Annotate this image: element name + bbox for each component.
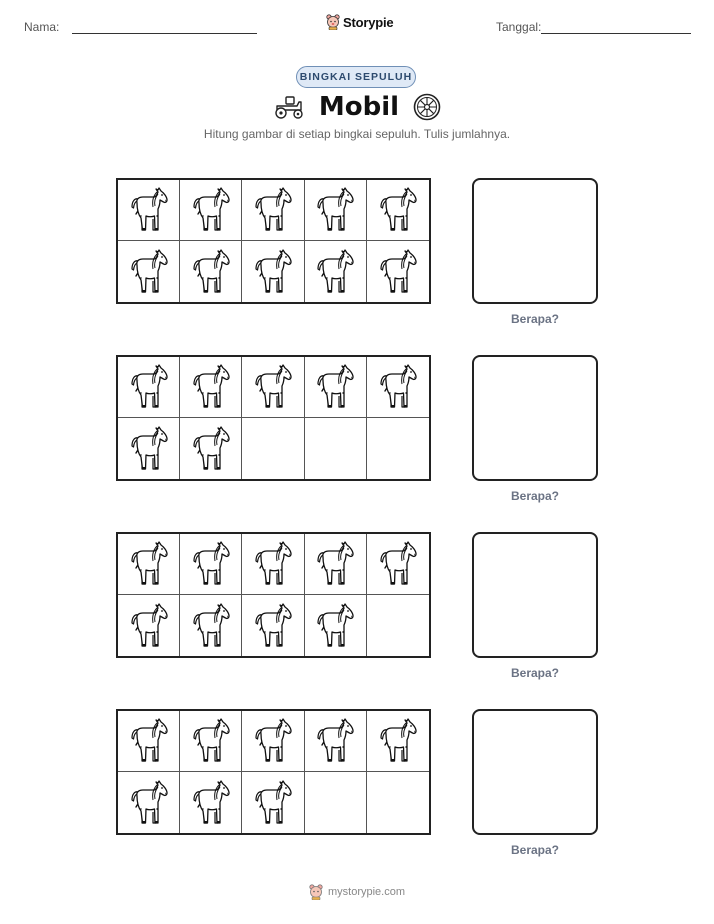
- ten-frame-1: [116, 178, 431, 304]
- frame-cell: [118, 180, 180, 241]
- frame-cell: [180, 418, 242, 479]
- horse-icon: [313, 249, 357, 295]
- frame-cell: [118, 711, 180, 772]
- horse-icon: [189, 187, 233, 233]
- name-field[interactable]: [72, 33, 257, 34]
- frame-cell: [242, 357, 304, 418]
- frame-cell: [367, 241, 429, 302]
- horse-icon: [127, 187, 171, 233]
- horse-icon: [189, 364, 233, 410]
- frame-cell: [305, 772, 367, 833]
- frame-cell: [242, 534, 304, 595]
- horse-icon: [376, 187, 420, 233]
- frame-cell: [367, 595, 429, 656]
- frame-cell: [367, 711, 429, 772]
- frame-cell: [118, 534, 180, 595]
- question-label-1: Berapa?: [510, 312, 560, 326]
- frame-cell: [180, 180, 242, 241]
- frame-cell: [242, 180, 304, 241]
- frame-cell: [305, 241, 367, 302]
- horse-icon: [251, 603, 295, 649]
- frame-cell: [305, 180, 367, 241]
- horse-icon: [189, 426, 233, 472]
- horse-icon: [127, 718, 171, 764]
- horse-icon: [251, 718, 295, 764]
- frame-cell: [180, 241, 242, 302]
- horse-icon: [251, 187, 295, 233]
- horse-icon: [313, 603, 357, 649]
- footer-url: mystorypie.com: [327, 886, 406, 898]
- title-row: [0, 92, 714, 122]
- horse-icon: [127, 364, 171, 410]
- horse-icon: [376, 541, 420, 587]
- answer-box-2[interactable]: [472, 355, 598, 481]
- answer-box-4[interactable]: [472, 709, 598, 835]
- frame-cell: [305, 418, 367, 479]
- frame-cell: [118, 357, 180, 418]
- horse-icon: [376, 249, 420, 295]
- horse-icon: [376, 364, 420, 410]
- frame-cell: [305, 595, 367, 656]
- worksheet-type-badge: BINGKAI SEPULUH: [296, 66, 416, 88]
- horse-icon: [189, 718, 233, 764]
- frame-cell: [367, 772, 429, 833]
- frame-cell: [118, 772, 180, 833]
- horse-icon: [127, 249, 171, 295]
- footer: [0, 884, 714, 900]
- frame-cell: [180, 534, 242, 595]
- frame-cell: [118, 241, 180, 302]
- horse-icon: [251, 249, 295, 295]
- storypie-mascot-icon: [326, 14, 340, 30]
- horse-icon: [251, 780, 295, 826]
- question-label-4: Berapa?: [510, 843, 560, 857]
- brand-logo: Storypie: [326, 14, 393, 30]
- frame-cell: [180, 357, 242, 418]
- horse-icon: [313, 187, 357, 233]
- frame-cell: [242, 711, 304, 772]
- frame-cell: [180, 772, 242, 833]
- horse-icon: [189, 249, 233, 295]
- frame-cell: [180, 711, 242, 772]
- date-label: Tanggal:: [496, 20, 542, 34]
- ten-frame-2: [116, 355, 431, 481]
- horse-icon: [127, 603, 171, 649]
- question-label-2: Berapa?: [510, 489, 560, 503]
- frame-cell: [367, 180, 429, 241]
- horse-icon: [127, 780, 171, 826]
- answer-box-1[interactable]: [472, 178, 598, 304]
- ten-frame-3: [116, 532, 431, 658]
- instructions: Hitung gambar di setiap bingkai sepuluh. Tulis jumlahnya.: [203, 127, 511, 141]
- wheel-icon: [413, 93, 441, 121]
- frame-cell: [305, 357, 367, 418]
- question-label-3: Berapa?: [510, 666, 560, 680]
- horse-icon: [251, 541, 295, 587]
- horse-icon: [189, 780, 233, 826]
- horse-icon: [189, 603, 233, 649]
- frame-cell: [118, 595, 180, 656]
- frame-cell: [305, 711, 367, 772]
- frame-cell: [367, 357, 429, 418]
- horse-icon: [189, 541, 233, 587]
- ten-frame-4: [116, 709, 431, 835]
- horse-icon: [376, 718, 420, 764]
- frame-cell: [305, 534, 367, 595]
- tractor-icon: [273, 95, 305, 119]
- horse-icon: [127, 426, 171, 472]
- page-title: Mobil: [318, 92, 400, 122]
- horse-icon: [313, 718, 357, 764]
- horse-icon: [251, 364, 295, 410]
- horse-icon: [127, 541, 171, 587]
- name-label: Nama:: [24, 20, 60, 34]
- horse-icon: [313, 364, 357, 410]
- frame-cell: [367, 418, 429, 479]
- frame-cell: [367, 534, 429, 595]
- frame-cell: [118, 418, 180, 479]
- frame-cell: [242, 418, 304, 479]
- horse-icon: [313, 541, 357, 587]
- answer-box-3[interactable]: [472, 532, 598, 658]
- storypie-mascot-icon: [309, 884, 323, 900]
- frame-cell: [242, 595, 304, 656]
- frame-cell: [242, 772, 304, 833]
- frame-cell: [242, 241, 304, 302]
- date-field[interactable]: [541, 33, 691, 34]
- frame-cell: [180, 595, 242, 656]
